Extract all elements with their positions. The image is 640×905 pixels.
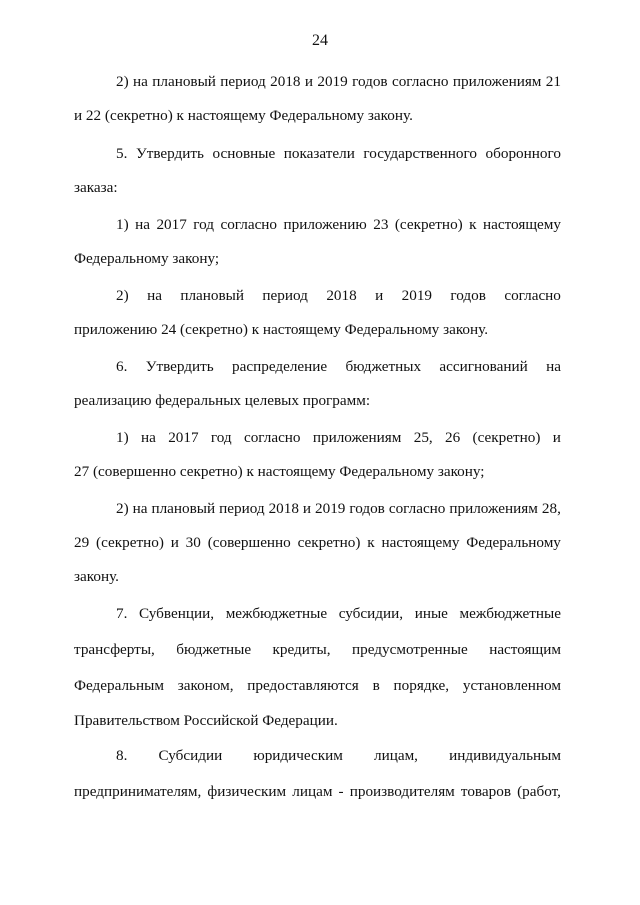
word: кредиты, xyxy=(272,641,331,658)
word: основные xyxy=(212,145,276,162)
word: 23 xyxy=(373,216,389,233)
word: 2019 xyxy=(317,73,348,90)
text-line xyxy=(74,533,561,553)
word: производителям xyxy=(349,783,455,800)
word: межбюджетные xyxy=(225,605,328,622)
word: год xyxy=(193,216,214,233)
text-line xyxy=(116,746,561,766)
text-line xyxy=(74,640,561,660)
text-line xyxy=(74,676,561,696)
word: настоящему xyxy=(381,534,460,551)
word: (секретно) xyxy=(394,216,463,233)
word: Федеральным xyxy=(74,677,164,694)
word: на xyxy=(135,216,150,233)
word: юридическим xyxy=(253,747,343,764)
word: бюджетных xyxy=(345,358,422,375)
word: и xyxy=(375,287,384,304)
page-number: 24 xyxy=(312,32,328,49)
word: - xyxy=(338,783,344,800)
word: распределение xyxy=(232,358,328,375)
word: плановый xyxy=(151,500,216,517)
word: порядке, xyxy=(393,677,450,694)
word: 2017 xyxy=(168,429,199,446)
text-line xyxy=(116,357,561,377)
word: индивидуальным xyxy=(449,747,561,764)
word: 8. xyxy=(116,747,128,764)
word: 29 xyxy=(74,534,90,551)
word: и xyxy=(304,73,313,90)
word: (секретно) xyxy=(96,534,164,551)
word: 5. xyxy=(116,145,128,162)
word: плановый xyxy=(180,287,245,304)
word: 2019 xyxy=(315,500,346,517)
word: 2018 xyxy=(268,500,299,517)
text-line: заказа: xyxy=(74,179,118,196)
word: 2018 xyxy=(326,287,357,304)
text-line: Федеральному закону; xyxy=(74,250,220,267)
word: Утвердить xyxy=(135,145,204,162)
text-line xyxy=(116,428,561,448)
word: оборонного xyxy=(485,145,561,162)
word: в xyxy=(372,677,380,694)
word: приложению xyxy=(283,216,367,233)
word: на xyxy=(133,73,148,90)
word: 7. xyxy=(116,605,128,622)
word: секретно) xyxy=(297,534,361,551)
word: физическим xyxy=(207,783,287,800)
word: годов xyxy=(349,500,385,517)
text-line: и 22 (секретно) к настоящему Федеральному закону. xyxy=(74,107,413,124)
word: Субсидии xyxy=(158,747,223,764)
word: Федеральному xyxy=(466,534,561,551)
text-line xyxy=(116,144,561,164)
word: установленном xyxy=(462,677,561,694)
word: иные xyxy=(414,605,448,622)
text-line xyxy=(116,286,561,306)
text-line xyxy=(116,604,561,624)
word: период xyxy=(220,73,266,90)
word: период xyxy=(219,500,265,517)
text-line: закону. xyxy=(74,568,119,585)
text-line: 27 (совершенно секретно) к настоящему Федеральному закону; xyxy=(74,463,485,480)
word: плановый xyxy=(152,73,216,90)
word: согласно xyxy=(220,216,278,233)
word: согласно xyxy=(504,287,561,304)
text-line: реализацию федеральных целевых программ: xyxy=(74,392,371,409)
word: лицам, xyxy=(374,747,418,764)
text-line xyxy=(74,782,561,802)
word: предусмотренные xyxy=(352,641,468,658)
word: и xyxy=(302,500,312,517)
text-line: Правительством Российской Федерации. xyxy=(74,712,338,729)
word: межбюджетные xyxy=(459,605,561,622)
word: 1) xyxy=(116,216,129,233)
word: предпринимателям, xyxy=(74,783,202,800)
word: 2018 xyxy=(270,73,301,90)
text-line xyxy=(116,215,561,235)
word: период xyxy=(262,287,308,304)
word: 2) xyxy=(116,73,129,90)
word: 2) xyxy=(116,287,129,304)
word: к xyxy=(367,534,375,551)
word: приложениям xyxy=(452,73,542,90)
word: показатели xyxy=(283,145,355,162)
word: 1) xyxy=(116,429,129,446)
word: на xyxy=(140,429,156,446)
word: товаров xyxy=(460,783,512,800)
word: законом, xyxy=(177,677,234,694)
word: годов xyxy=(450,287,486,304)
word: настоящему xyxy=(483,216,561,233)
word: на xyxy=(147,287,162,304)
word: субсидии, xyxy=(338,605,404,622)
word: настоящим xyxy=(489,641,561,658)
word: ассигнований xyxy=(439,358,528,375)
word: 21 xyxy=(545,73,561,90)
word: 6. xyxy=(116,358,128,375)
word: на xyxy=(546,358,561,375)
word: 2) xyxy=(116,500,129,517)
text-line: приложению 24 (секретно) к настоящему Федеральному закону. xyxy=(74,321,489,338)
word: бюджетные xyxy=(176,641,252,658)
word: 25, xyxy=(413,429,433,446)
word: государственного xyxy=(363,145,477,162)
word: согласно xyxy=(391,73,449,90)
word: 28, xyxy=(541,500,561,517)
word: лицам xyxy=(292,783,333,800)
word: предоставляются xyxy=(247,677,359,694)
word: трансферты, xyxy=(74,641,155,658)
word: (совершенно xyxy=(207,534,291,551)
word: на xyxy=(132,500,148,517)
word: Субвенции, xyxy=(139,605,215,622)
word: 2019 xyxy=(401,287,433,304)
word: к xyxy=(469,216,477,233)
word: и xyxy=(552,429,561,446)
word: (работ, xyxy=(517,783,561,800)
word: приложениям xyxy=(449,500,538,517)
word: годов xyxy=(352,73,388,90)
word: приложениям xyxy=(312,429,402,446)
word: год xyxy=(210,429,232,446)
word: и xyxy=(170,534,179,551)
word: (секретно) xyxy=(472,429,541,446)
word: 26 xyxy=(445,429,461,446)
word: 2017 xyxy=(156,216,187,233)
text-line xyxy=(116,499,561,519)
word: Утвердить xyxy=(145,358,214,375)
word: согласно xyxy=(243,429,301,446)
text-line xyxy=(116,72,561,92)
word: 30 xyxy=(185,534,201,551)
word: согласно xyxy=(388,500,446,517)
